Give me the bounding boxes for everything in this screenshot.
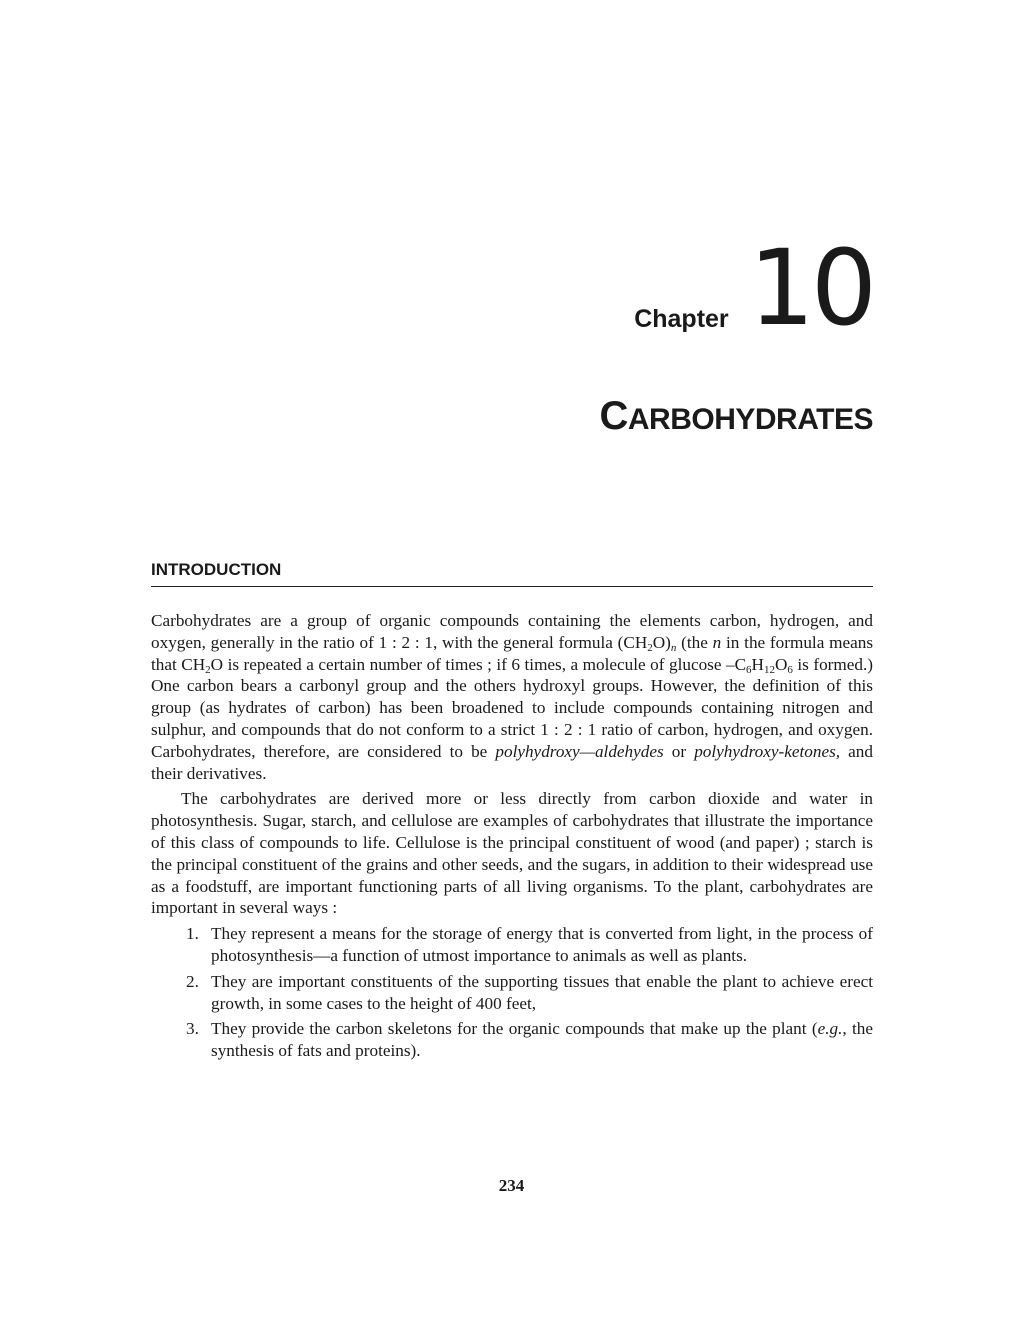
- text: and their derivatives.: [151, 741, 873, 783]
- list-item: [151, 971, 873, 1015]
- page-number: 234: [498, 1176, 525, 1195]
- list-number: 1.: [186, 924, 199, 944]
- list-number: 2.: [186, 971, 199, 991]
- list-text: They are important constituents of the supporting tissues that enable the plant to achieve erect growth, in some cases to the height of 400 feet,: [211, 971, 873, 1013]
- list-item: [151, 1018, 873, 1062]
- body-text: [151, 610, 873, 1066]
- paragraph-2: The carbohydrates are derived more or less directly from carbon dioxide and water in photosynthesis. Sugar, starch, and cellulose are examples of carbohydrates that illustrate the importance of this class of compounds to life. Cellulose is the principal constituent of wood (and paper) ; starch is the principal constituent of the grains and other seeds, and the sugars, in addition to their widespread use as a foodstuff, are important functioning parts of all living organisms. To the plant, carbohydrates are important in several ways :: [151, 789, 873, 918]
- text: or: [663, 741, 695, 761]
- title-initial: C: [599, 394, 628, 438]
- subscript: 2: [647, 641, 653, 654]
- italic-text: polyhydroxy-ketones,: [694, 741, 841, 761]
- text: in the formula means that CH: [151, 632, 874, 674]
- italic-text: e.g.: [817, 1019, 843, 1039]
- chapter-label: Chapter: [634, 305, 729, 333]
- numbered-list: [151, 923, 873, 1062]
- italic-text: n: [712, 632, 722, 652]
- subscript: 6: [787, 663, 793, 676]
- list-text: They represent a means for the storage of energy that is converted from light, in the process of photosynthesis—a function of utmost importance to animals as well as plants.: [211, 924, 873, 965]
- list-text: They provide the carbon skeletons for the organic compounds that make up the plant (: [211, 1019, 818, 1039]
- text: H: [751, 654, 764, 674]
- chapter-heading: [634, 227, 873, 349]
- list-item: [151, 923, 873, 967]
- list-number: 3.: [186, 1019, 199, 1039]
- italic-text: polyhydroxy—aldehydes: [495, 741, 664, 761]
- list-text: , the synthesis of fats and proteins).: [211, 1019, 874, 1061]
- title-rest: ARBOHYDRATES: [627, 403, 873, 436]
- chapter-number: 10: [748, 227, 873, 349]
- chapter-title: [599, 394, 873, 439]
- section-heading: INTRODUCTION: [151, 560, 873, 587]
- subscript: 6: [746, 663, 752, 676]
- text: O is repeated a certain number of times ; if 6 times, a molecule of glucose –C: [210, 654, 747, 674]
- subscript: n: [670, 641, 677, 654]
- subscript: 12: [763, 663, 775, 676]
- text: O): [652, 632, 671, 652]
- text: O: [774, 654, 788, 674]
- text: (the: [676, 632, 713, 652]
- paragraph-1: [151, 610, 873, 784]
- text: Carbohydrates are a group of organic compounds containing the elements carbon, hydrogen, and oxygen, generally in the ratio of 1 : 2 : 1, with the general formula (CH: [151, 611, 873, 652]
- text: is formed.) One carbon bears a carbonyl group and the others hydroxyl groups. However, the definition of this group (as hydrates of carbon) has been broadened to include compounds containing nitrogen and sulphur, and compounds that do not conform to a strict 1 : 2 : 1 ratio of carbon, hydrogen, and oxygen. Carbohydrates, therefore, are considered to be: [151, 654, 874, 761]
- subscript: 2: [205, 663, 211, 676]
